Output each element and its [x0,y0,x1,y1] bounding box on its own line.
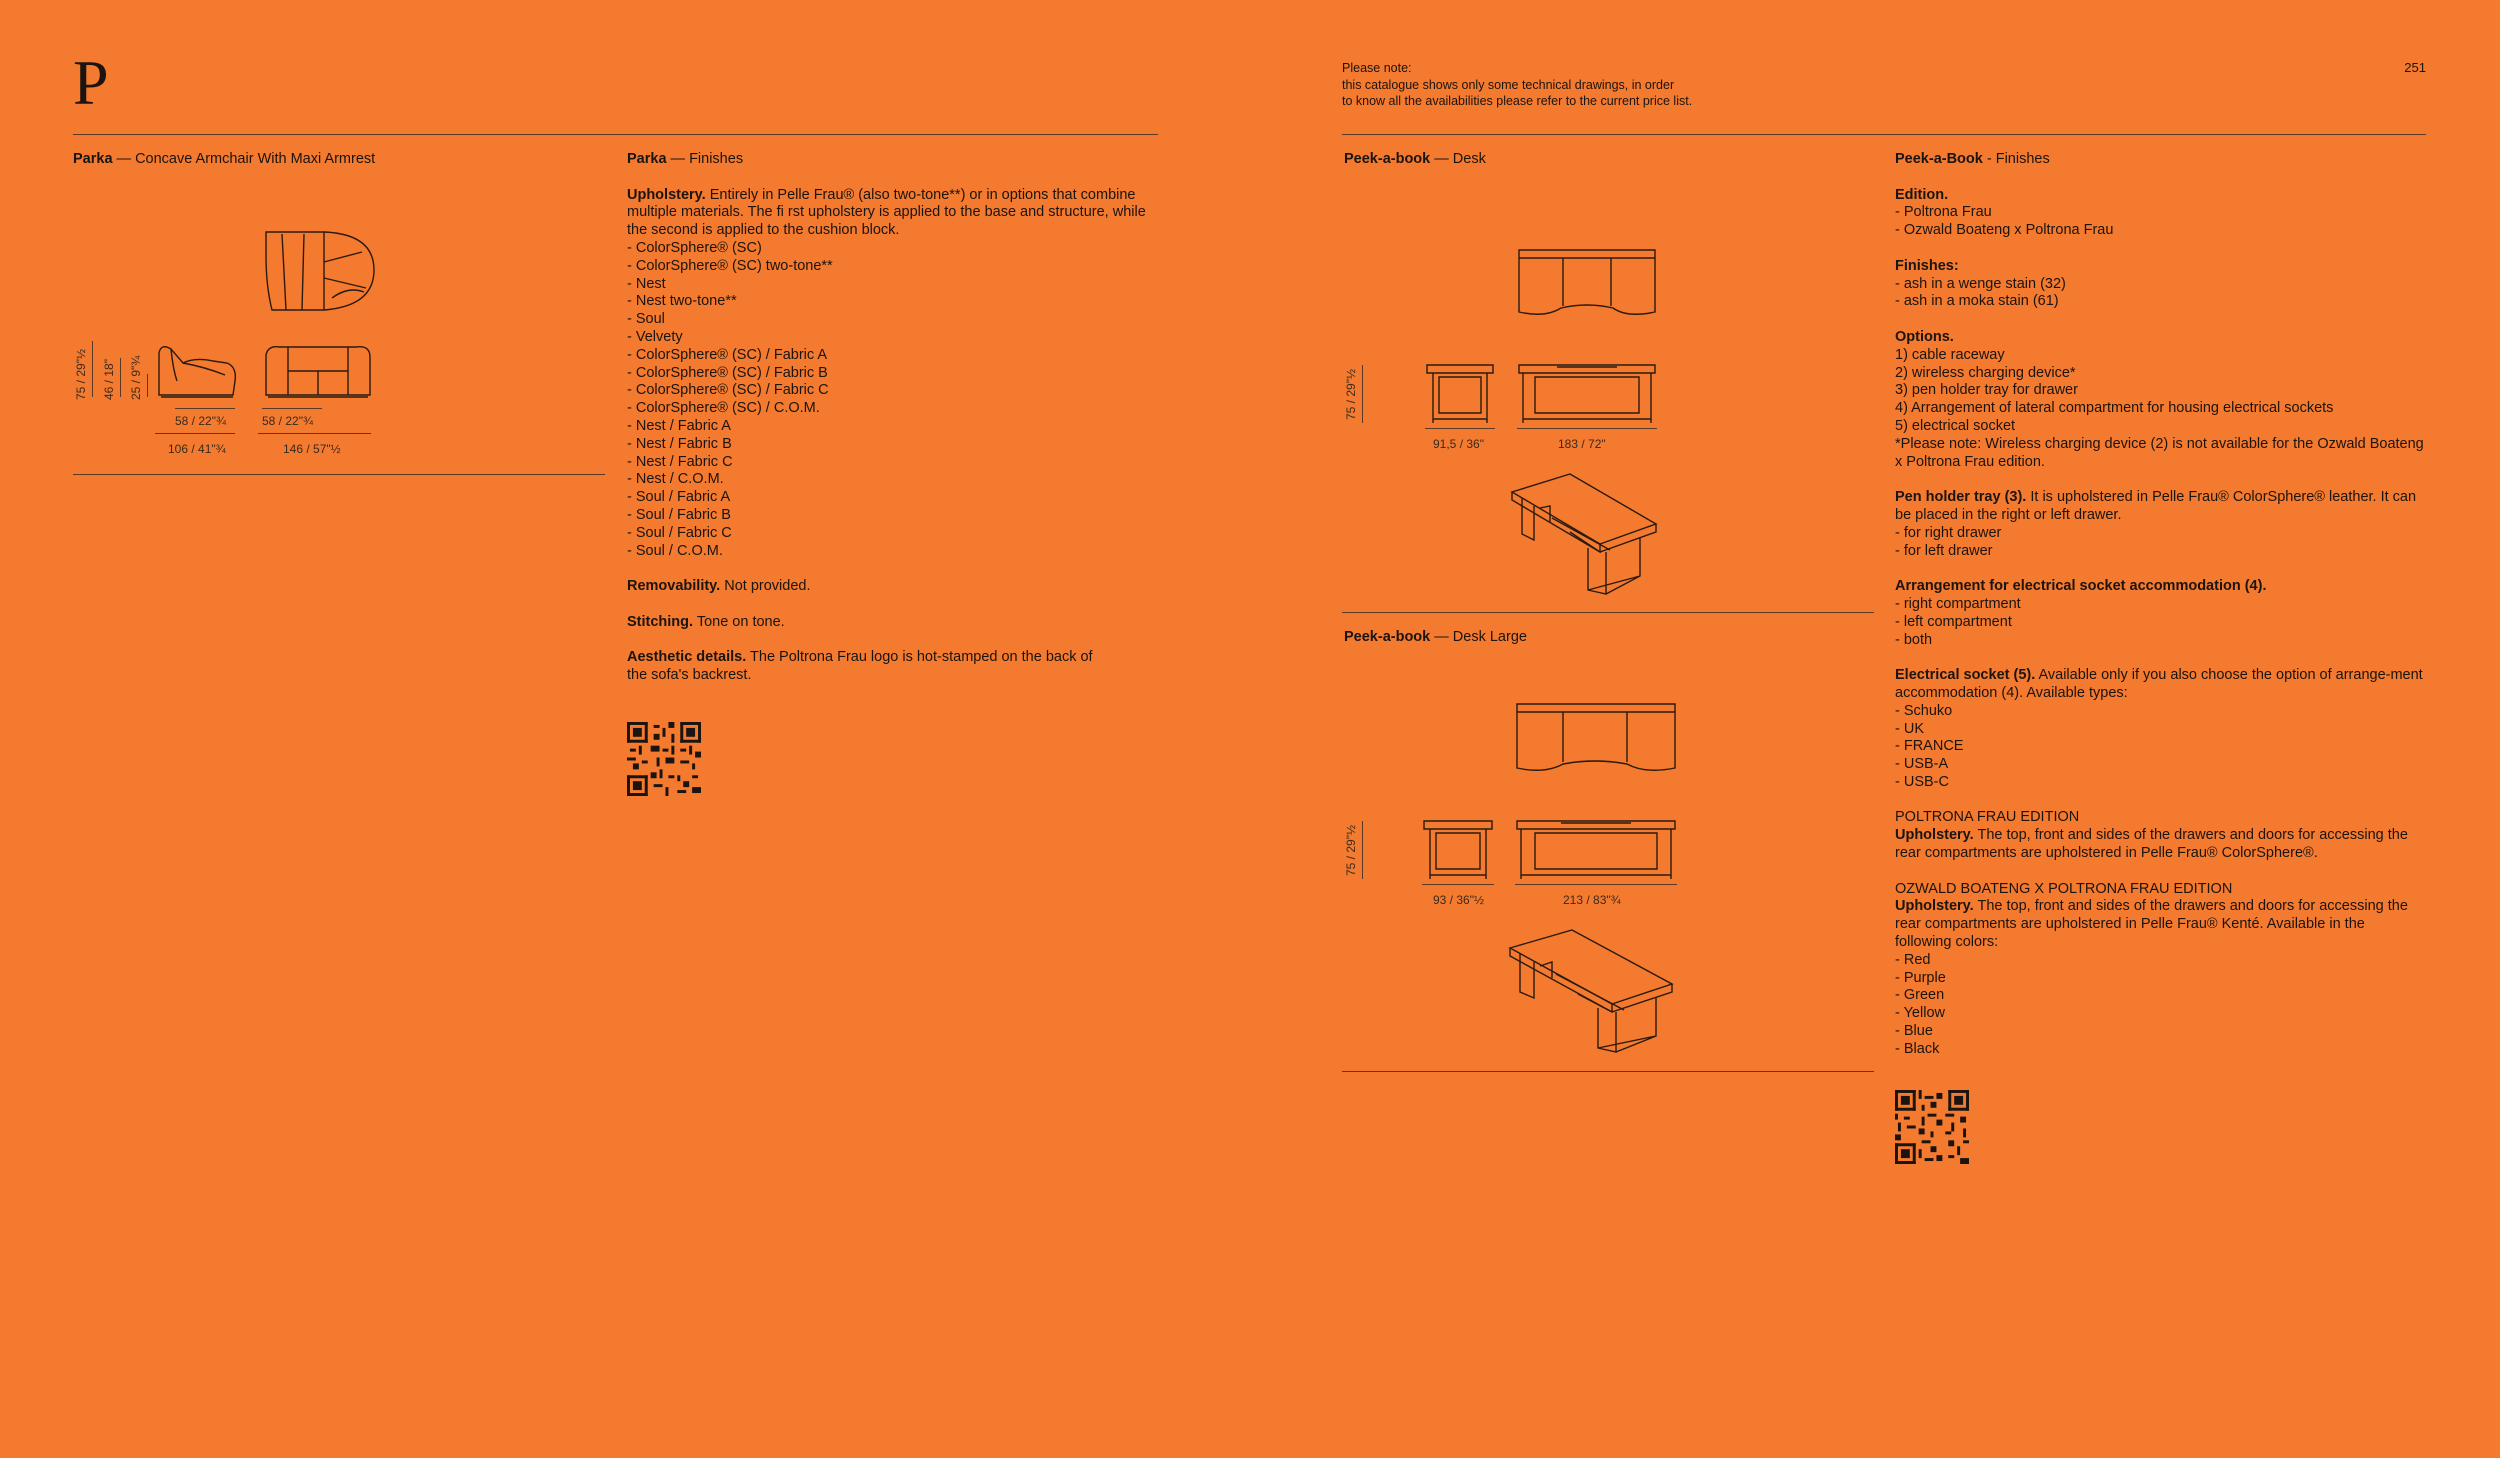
dim-line [1425,428,1495,429]
para-text: The Poltrona Frau logo is hot-stamped on the back of the sofa's backrest. [627,649,1093,684]
arrangement-list [1895,596,2425,649]
parka-depth-dim: 58 / 22"¾ [175,414,226,428]
list-item: - Black [1895,1040,1940,1057]
para-text: It is upholstered in Pelle Frau® ColorSphere® leather. It can be placed in the right or left drawer. [1895,489,2417,523]
desk-depth-dim: 91,5 / 36" [1433,437,1484,451]
stitching-paragraph [627,614,1157,632]
product-subtitle: — Finishes [666,151,744,167]
list-item: - ash in a wenge stain (32) [1895,275,2066,292]
desk-height-dim: 75 / 29"½ [1344,369,1358,420]
list-item: - ColorSphere® (SC) / Fabric B [627,364,828,381]
color-list [1895,952,2425,1059]
list-item: - Green [1895,987,1945,1004]
list-item: 2) wireless charging device* [1895,364,2076,381]
list-item: *Please note: Wireless charging device (2) is not available for the Ozwald Boateng x Poltrona Frau edition. [1895,435,2424,470]
note-line: to know all the availabilities please refer to the current price list. [1342,94,1693,108]
dim-line [258,433,371,434]
pf-edition-heading: POLTRONA FRAU EDITION [1895,809,2080,826]
section-rule [1342,612,1874,613]
para-text: Tone on tone. [693,613,785,630]
options-label: Options. [1895,328,1954,345]
para-label: Aesthetic details. [627,649,747,666]
desk-large-side-view [1422,819,1494,883]
list-item: - Red [1895,951,1931,968]
para-text: The top, front and sides of the drawers and doors for accessing the rear compartments are upholstered in Pelle Frau® Kenté. Available in the following colors: [1895,898,2408,951]
list-item: - Soul / Fabric C [627,524,732,541]
list-item: - ColorSphere® (SC) / Fabric A [627,346,828,363]
finishes-heading [627,151,1157,169]
dim-line [1422,884,1494,885]
list-item: - Soul / Fabric B [627,506,731,523]
desk-large-width-dim: 213 / 83"¾ [1563,893,1621,907]
desk-heading [1344,151,1486,169]
list-item: 1) cable raceway [1895,346,2005,363]
list-item: - Nest [627,275,666,292]
finishes-label: Finishes: [1895,257,1959,274]
product-subtitle: — Concave Armchair With Maxi Armrest [112,151,376,167]
parka-side-view [155,341,239,401]
pen-holder-paragraph [1895,489,2425,525]
header-rule-left [73,134,1158,135]
para-label: Removability. [627,578,721,595]
parka-heading [73,151,375,169]
list-item: - Schuko [1895,702,1953,719]
qr-code[interactable] [627,722,701,796]
dim-line [155,433,235,434]
desk-perspective-view [1510,472,1660,598]
list-item: - USB-A [1895,756,1949,773]
desk-large-heading [1344,629,1527,647]
list-item: - USB-C [1895,773,1949,790]
pf-upholstery-paragraph [1895,827,2425,863]
product-name: Peek-a-book [1344,151,1431,167]
aesthetic-paragraph [627,649,1107,685]
list-item: - Purple [1895,969,1946,986]
desk-side-view [1425,363,1495,427]
para-label: Pen holder tray (3). [1895,489,2027,506]
finishes-heading [1895,151,2425,169]
socket-list [1895,703,2425,792]
dim-line [1362,821,1363,879]
desk-large-height-dim: 75 / 29"½ [1344,825,1358,876]
note-line: this catalogue shows only some technical drawings, in order [1342,77,1675,92]
catalogue-note [1342,60,1692,110]
list-item: - Yellow [1895,1005,1945,1022]
para-text: Not provided. [720,578,811,595]
parka-depth-dim: 58 / 22"¾ [262,414,313,428]
parka-width-dim: 106 / 41"¾ [168,442,226,456]
product-subtitle: — Desk Large [1430,629,1527,645]
para-text: Entirely in Pelle Frau® (also two-tone**) or in options that combine multiple materials. The fi rst upholstery is applied to the base and structure, while the second is applied to the cushion block. [627,186,1146,239]
list-item: - Ozwald Boateng x Poltrona Frau [1895,222,2114,239]
removability-paragraph [627,578,1157,596]
edition-label: Edition. [1895,186,1949,203]
product-name: Parka [627,151,667,167]
para-label: Upholstery. [1895,898,1974,915]
ob-edition-heading: OZWALD BOATENG X POLTRONA FRAU EDITION [1895,880,2233,897]
desk-front-view [1517,363,1657,427]
list-item: - Nest / Fabric A [627,417,731,434]
para-label: Upholstery. [1895,827,1974,844]
list-item: - left compartment [1895,613,2012,630]
list-item: 4) Arrangement of lateral compartment for housing electrical sockets [1895,400,2334,417]
product-name: Peek-a-book [1344,629,1431,645]
list-item: - Nest / C.O.M. [627,471,724,488]
list-item: - Blue [1895,1023,1933,1040]
parka-seat-height-dim: 46 / 18" [102,359,116,400]
desk-width-dim: 183 / 72" [1558,437,1606,451]
para-label: Upholstery. [627,186,706,203]
dim-line [92,341,93,397]
dim-line [120,358,121,397]
list-item: - ColorSphere® (SC) [627,239,762,256]
para-text: The top, front and sides of the drawers and doors for accessing the rear compartments are upholstered in Pelle Frau® ColorSphere®. [1895,827,2408,862]
parka-front-view [262,341,374,401]
desk-large-front-view [1515,819,1677,883]
pen-holder-list [1895,525,2425,561]
section-rule [1342,1071,1874,1072]
edition-list [1895,204,2425,240]
upholstery-paragraph [627,187,1157,240]
desk-large-top-view [1515,702,1677,778]
list-item: - ColorSphere® (SC) / C.O.M. [627,400,820,417]
finishes-list [1895,276,2425,312]
parka-finishes-column [627,151,1157,685]
list-item: 5) electrical socket [1895,417,2016,434]
socket-paragraph [1895,667,2425,703]
parka-height-dim: 75 / 29"½ [74,349,88,400]
list-item: - both [1895,631,1933,648]
dim-line [1517,428,1657,429]
list-item: 3) pen holder tray for drawer [1895,382,2078,399]
list-item: - ash in a moka stain (61) [1895,293,2059,310]
para-text: Available only if you also choose the option of arrange-ment accommodation (4). Available types: [1895,667,2423,701]
parka-top-view [262,226,382,316]
product-subtitle: — Desk [1430,151,1486,167]
upholstery-options [627,240,1157,560]
list-item: - UK [1895,720,1924,737]
qr-code[interactable] [1895,1090,1969,1164]
desk-large-perspective-view [1508,928,1676,1056]
list-item: - FRANCE [1895,738,1964,755]
parka-arm-height-dim: 25 / 9"¾ [129,355,143,400]
ob-upholstery-paragraph [1895,898,2425,951]
product-subtitle: - Finishes [1982,151,2050,167]
pab-finishes-column [1895,151,2425,1059]
dim-line [1362,365,1363,423]
list-item: - Nest / Fabric C [627,453,733,470]
options-list [1895,347,2425,472]
para-label: Stitching. [627,613,694,630]
list-item: - ColorSphere® (SC) two-tone** [627,257,833,274]
list-item: - Soul / Fabric A [627,489,731,506]
note-line: Please note: [1342,61,1412,75]
product-name: Parka [73,151,113,167]
list-item: - Poltrona Frau [1895,204,1992,221]
list-item: - for left drawer [1895,542,1993,559]
list-item: - Soul / C.O.M. [627,542,723,559]
parka-width-dim: 146 / 57"½ [283,442,341,456]
section-rule [73,474,605,475]
list-item: - ColorSphere® (SC) / Fabric C [627,382,829,399]
arrangement-label: Arrangement for electrical socket accommodation (4). [1895,578,2267,595]
product-name: Peek-a-Book [1895,151,1983,167]
dim-line [147,374,148,397]
list-item: - Soul [627,311,665,328]
para-label: Electrical socket (5). [1895,667,2036,684]
list-item: - right compartment [1895,595,2021,612]
dim-line [262,408,322,409]
list-item: - Nest two-tone** [627,293,737,310]
page-number: 251 [2404,60,2426,75]
list-item: - for right drawer [1895,524,2002,541]
index-letter: P [73,47,109,118]
dim-line [175,408,235,409]
desk-large-depth-dim: 93 / 36"½ [1433,893,1484,907]
desk-top-view [1517,248,1657,322]
dim-line [1515,884,1677,885]
header-rule-right [1342,134,2426,135]
list-item: - Nest / Fabric B [627,435,732,452]
list-item: - Velvety [627,328,683,345]
